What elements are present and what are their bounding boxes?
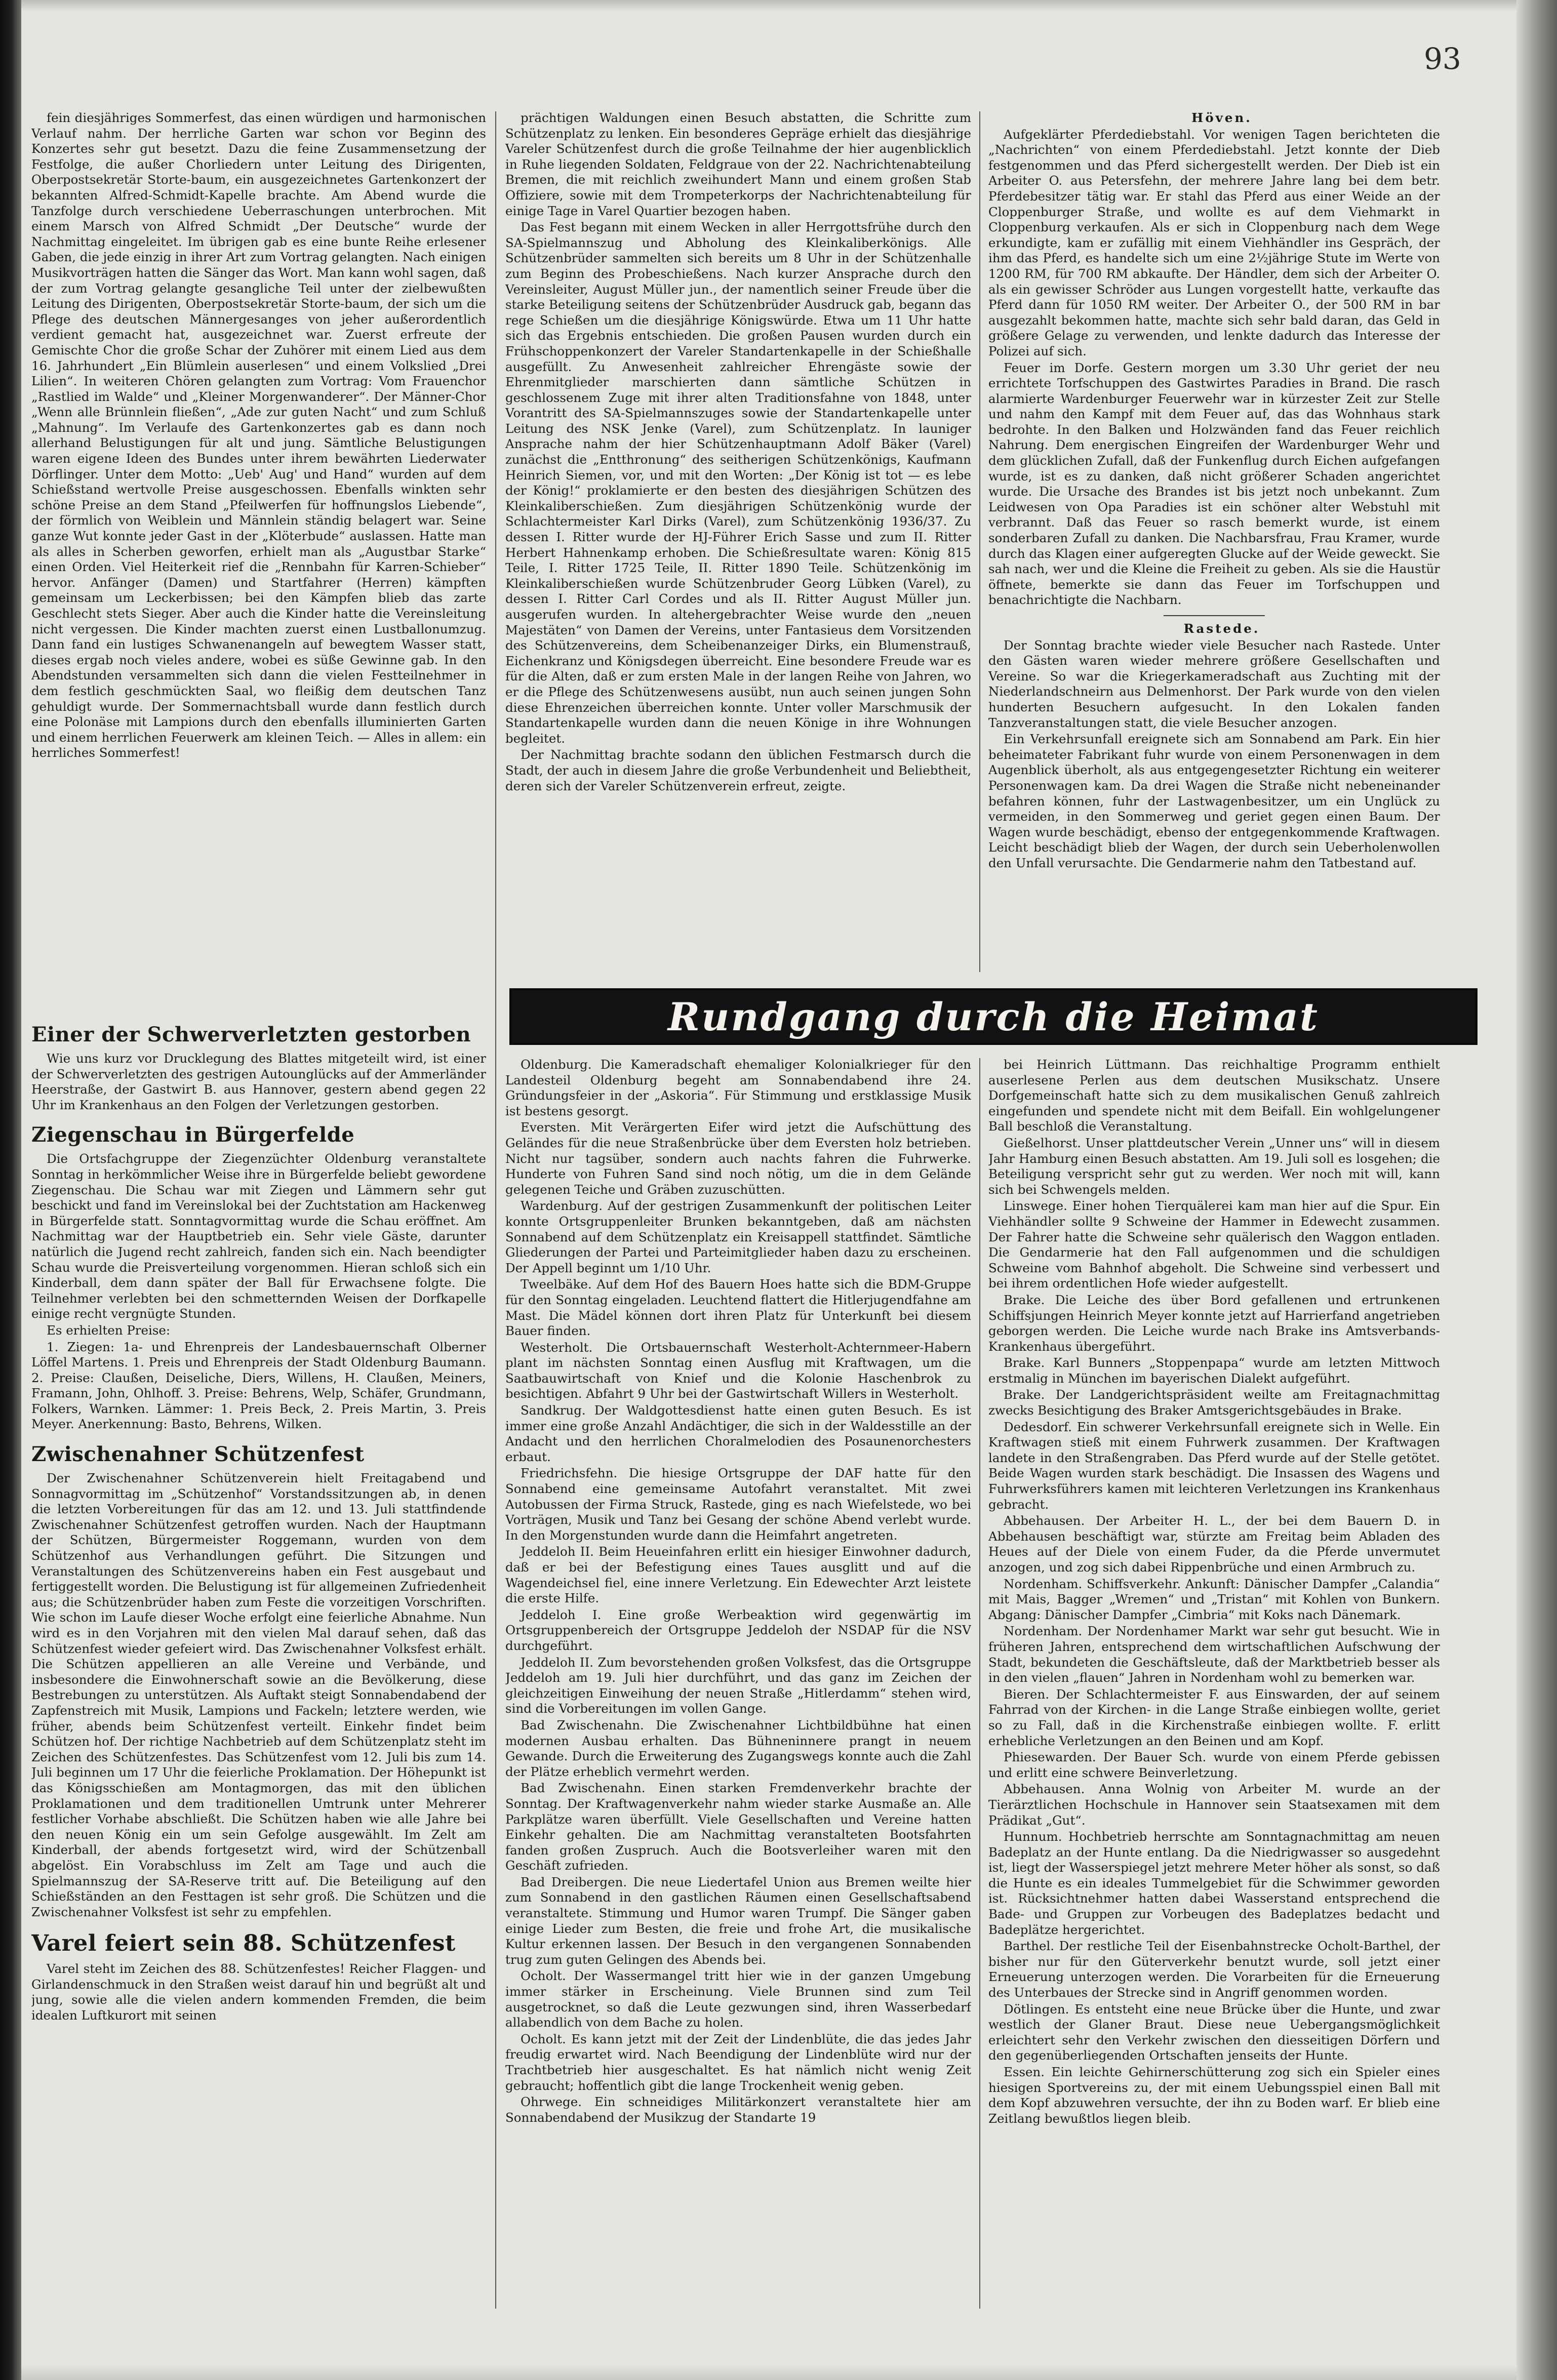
hoeven-article: Aufgeklärter Pferdediebstahl. Vor wenigen Tagen berichteten die „Nachrichten“ von einem Pferdediebstahl. Jetzt konnte der Dieb festgenommen und das Pferd sichergestellt werden. Der Dieb ist ein Arbeiter O. aus Petersfehn, der mehrere Jahre lang bei dem betr. Pferdebesitzer tätig war. Er stahl das Pferd aus einer Weide an der Cloppenburger Straße, und wollte es auf dem Viehmarkt in Cloppenburg verkaufen. Als er sich in Cloppenburg nach dem Wege erkundigte, kam er zufällig mit einem Viehhändler ins Gespräch, der ihm das Pferd, es handelte sich um eine 2½jährige Stute im Werte von 1200 RM, für 700 RM abkaufte. Der Händler, dem sich der Arbeiter O. als ein gewisser Schröder aus Lungen vorgestellt hatte, verkaufte das Pferd dann für 1050 RM weiter. Der Arbeiter O., der 500 RM in bar ausgezahlt bekommen hatte, machte sich sehr bald daran, das Geld in größere Gelage zu verwenden, und lenkte dadurch das Interesse der Polizei auf sich. <box>988 127 1440 358</box>
feuer-article: Feuer im Dorfe. Gestern morgen um 3.30 Uhr geriet der neu errichtete Torfschuppen des Gastwirtes Paradies in Brand. Die rasch alarmierte Wardenburger Feuerwehr war in kürzester Zeit zur Stelle und nahm den Kampf mit dem Feuer auf, das das Wohnhaus stark bedrohte. In den Balken und Holzwänden fand das Feuer reichlich Nahrung. Dem energischen Eingreifen der Wardenburger Wehr und dem glücklichen Zufall, daß der Funkenflug durch Eichen aufgefangen wurde, ist es zu danken, daß nicht größerer Schaden angerichtet wurde. Die Ursache des Brandes ist bis jetzt noch unbekannt. Zum Leidwesen von Opa Paradies ist ein schöner alter Webstuhl mit verbrannt. Daß das Feuer so rasch bemerkt wurde, ist einem sonderbaren Zufall zu danken. Die Nachbarsfrau, Frau Kramer, wurde durch das Klagen einer aufgeregten Glucke auf der Weide geweckt. Sie sah nach, wer und die Kleine die Freiheit zu geben. Als sie die Haustür öffnete, bemerkte sie dann das Feuer im Torfschuppen und benachrichtigte die Nachbarn. <box>988 360 1440 608</box>
column-top-left <box>31 110 486 958</box>
headline-ziegenschau: Ziegenschau in Bürgerfelde <box>31 1123 355 1147</box>
heimat-item: Barthel. Der restliche Teil der Eisenbahnstrecke Ocholt-Barthel, der bisher nur für den Güterverkehr benutzt wurde, soll jetzt einer Erneuerung unterzogen werden. Die Vorarbeiten für die Erneuerung des Unterbaues der Strecke sind in Angriff genommen worden. <box>988 1939 1440 2000</box>
place-heading-rastede: Rastede. <box>1183 621 1260 636</box>
heimat-item: Phiesewarden. Der Bauer Sch. wurde von einem Pferde gebissen und erlitt eine schwere Beinverletzung. <box>988 1750 1440 1780</box>
headline-schwerverletzt: Einer der Schwerverletzten gestorben <box>31 1023 471 1046</box>
varel-continuation: Der Nachmittag brachte sodann den üblichen Festmarsch durch die Stadt, der auch in diesem Jahre die große Verbundenheit und Beliebtheit, deren sich der Vareler Schützenverein erfreut, zeigte. <box>505 747 971 793</box>
heimat-item: Dötlingen. Es entsteht eine neue Brücke über die Hunte, und zwar westlich der Glaner Braut. Diese neue Uebergangsmöglichkeit erleichtert sehr den Verkehr zwischen den diesseitigen Dörfern und den gegenüberliegenden Ortschaften jenseits der Hunte. <box>988 2001 1440 2063</box>
varel-text: Varel steht im Zeichen des 88. Schützenfestes! Reicher Flaggen- und Girlandenschmuck in den Straßen weist darauf hin und begrüßt alt und jung, sowie alle die vielen andern kommenden Fremden, die beim idealen Luftkurort mit seinen <box>31 1961 486 2023</box>
heimat-item: Friedrichsfehn. Die hiesige Ortsgruppe der DAF hatte für den Sonnabend eine gemeinsame Autofahrt veranstaltet. Mit zwei Autobussen der Firma Struck, Rastede, ging es nach Wiefelstede, wo bei Vorträgen, Musik und Tanz bei Gesang der schöne Abend verlebt wurde. In den Morgenstunden wurde dann die Heimfahrt angetreten. <box>505 1466 971 1543</box>
sommerfest-text: fein diesjähriges Sommerfest, das einen würdigen und harmonischen Verlauf nahm. Der herrliche Garten war schon vor Beginn des Konzertes sehr gut besetzt. Dazu die feine Zusammensetzung der Festfolge, die außer Chorliedern unter Leitung des Dirigenten, Oberpostsekretär Storte-baum, ein ausgezeichnetes Gartenkonzert der bekannten Alfred-Schmidt-Kapelle brachte. Am Abend wurde die Tanzfolge durch verschiedene Ueberraschungen unterbrochen. Mit einem Marsch von Alfred Schmidt „Der Deutsche“ wurde der Nachmittag eingeleitet. Im übrigen gab es eine bunte Reihe erlesener Gaben, die jede einzig in ihrer Art zum Vortrag gelangten. Nach einigen Musikvorträgen hatten die Sänger das Wort. Man kann wohl sagen, daß der zum Vortrag gelangte gesangliche Teil unter der zielbewußten Leitung des Dirigenten, Oberpostsekretär Storte-baum, der sich um die Pflege des deutschen Männergesanges von jeher außerordentlich verdient gemacht hat, ausgezeichnet war. Zuerst erfreute der Gemischte Chor die große Schar der Zuhörer mit einem Lied aus dem 16. Jahrhundert „Ein Blümlein auserlesen“ und einem Volkslied „Drei Lilien“. In weiteren Chören gelangten zum Vortrag: Vom Frauenchor „Rastlied im Walde“ und „Kleiner Morgenwanderer“. Der Männer-Chor „Wenn alle Brünnlein fließen“, „Ade zur guten Nacht“ und zum Schluß „Mahnung“. Im Verlaufe des Gartenkonzertes gab es dann noch allerhand Belustigungen für alt und jung. Sämtliche Belustigungen waren eigene Ideen des Bundes unter ihrem bewährten Liederwater Dörflinger. Unter dem Motto: „Ueb' Aug' und Hand“ wurden auf dem Schießstand wertvolle Preise ausgeschossen. Ebenfalls winkten sehr schöne Preise an dem Stand „Pfeilwerfen für hoffnungslos Liebende“, der förmlich von Weiblein und Männlein ständig belagert war. Seine ganze Wut konnte jeder Gast in der „Klöterbude“ auslassen. Hatte man als alles in Scherben geworfen, erhielt man als „Augustbar Starke“ einen Orden. Viel Heiterkeit rief die „Rennbahn für Karren-Schieber“ hervor. Anfänger (Damen) und Startfahrer (Herren) kämpften gemeinsam um Leckerbissen; bei den Kämpfen blieb das zarte Geschlecht stets Sieger. Aber auch die Kinder hatte die Vereinsleitung nicht vergessen. Die Kinder machten zuerst einen Lustballonumzug. Dann fand ein lustiges Schwanenangeln auf bewegtem Wasser statt, dieses ergab noch vieles andere, wobei es süße Gewinne gab. In den Abendstunden versammelten sich dann die vielen Festteilnehmer in dem festlich geschmückten Saal, wo fleißig dem deutschen Tanz gehuldigt wurde. Der Sommernachtsball wurde dann festlich durch eine Polonäse mit Lampions durch den ebenfalls illuminierten Garten und einem herrlichen Feuerwerk am kleinen Teich. — Alles in allem: ein herrliches Sommerfest! <box>31 110 486 760</box>
heimat-item: Tweelbäke. Auf dem Hof des Bauern Hoes hatte sich die BDM-Gruppe für den Sonntag eingeladen. Leuchtend flattert die Hitlerjugendfahne am Mast. Die Mädel können dort ihren Platz für Unterkunft bei diesem Bauer finden. <box>505 1277 971 1339</box>
heimat-item: Essen. Ein leichte Gehirnerschütterung zog sich ein Spieler eines hiesigen Sportvereins zu, der mit einem Uebungsspiel einen Ball mit dem Kopf abzuwehren versuchte, der ihn zu Boden warf. Er blieb eine Zeitlang bewußtlos liegen bleib. <box>988 2065 1440 2126</box>
heimat-item: Bieren. Der Schlachtermeister F. aus Einswarden, der auf seinem Fahrrad von der Kirchen- in die Lange Straße einbiegen wollte, geriet so zu Fall, daß in die Kirchenstraße einbiegen wollte. F. erlitt erhebliche Verletzungen an den Beinen und am Kopf. <box>988 1686 1440 1748</box>
heimat-item: Bad Dreibergen. Die neue Liedertafel Union aus Bremen weilte hier zum Sonnabend in den gastlichen Räumen einen Gesellschaftsabend veranstaltete. Stimmung und Humor waren Trumpf. Die Sänger gaben einige Lieder zum Besten, die freie und frohe Art, die musikalische Kultur erkennen lassen. Der Besuch in den vergangenen Sonnabenden trug zum guten Gelingen des Abends bei. <box>505 1874 971 1967</box>
heimat-item: Abbehausen. Der Arbeiter H. L., der bei dem Bauern D. in Abbehausen beschäftigt war, stürzte am Freitag beim Abladen des Heues auf der Diele von einem Fuder, da die Pferde unvermutet anzogen, und zog sich dabei Rippenbrüche und einen Armbruch zu. <box>988 1513 1440 1575</box>
heimat-item: Bad Zwischenahn. Einen starken Fremdenverkehr brachte der Sonntag. Der Kraftwagenverkehr nahm wieder starke Ausmaße an. Alle Parkplätze waren überfüllt. Viele Gesellschaften und Vereine hatten Einkehr gehalten. Die am Nachmittag veranstalteten Bootsfahrten fanden großen Zuspruch. Auch die Bootsverleiher waren mit den Geschäft zufrieden. <box>505 1781 971 1873</box>
heimat-item: Ocholt. Der Wassermangel tritt hier wie in der ganzen Umgebung immer stärker in Erscheinung. Viele Brunnen sind zum Teil ausgetrocknet, so daß die Leute gezwungen sind, ihren Wasserbedarf allabendlich von dem Bache zu holen. <box>505 1968 971 2030</box>
heimat-item: Bad Zwischenahn. Die Zwischenahner Lichtbildbühne hat einen modernen Ausbau erhalten. Das Bühneninnere prangt in neuem Gewande. Durch die Erweiterung des Zugangswegs konnte auch die Zahl der Plätze erheblich vermehrt werden. <box>505 1717 971 1779</box>
heimat-item: Gießelhorst. Unser plattdeutscher Verein „Unner uns“ will in diesem Jahr Hamburg einen Besuch abstatten. Am 19. Juli soll es losgehen; die Beteiligung verspricht sehr gut zu werden. Wer noch mit will, kann sich bei Schwengels melden. <box>988 1135 1440 1197</box>
heimat-item: Nordenham. Der Nordenhamer Markt war sehr gut besucht. Wie in früheren Jahren, entsprechend dem wirtschaftlichen Aufschwung der Stadt, bekundeten die Geschäftsleute, daß der Marktbetrieb besser als in den vielen „flauen“ Jahren in Nordenham wohl zu bemerken war. <box>988 1624 1440 1685</box>
heimat-item: Hunnum. Hochbetrieb herrschte am Sonntagnachmittag am neuen Badeplatz an der Hunte entlang. Da die Niedrigwasser so ausgedehnt ist, liegt der Wasserspiegel jetzt mehrere Meter höher als sonst, so daß die Hunte es ein ideales Tummelgebiet für die Schwimmer geworden ist. Rücksichtnehmer hatten dabei Wasserstand entsprechend die Bade- und Gruppen zur Vorbeugen des Badeplatzes bedacht und Badeplätze hergerichtet. <box>988 1829 1440 1937</box>
zwischenahner-text: Der Zwischenahner Schützenverein hielt Freitagabend und Sonnagvormittag im „Schützenhof“ Vorstandssitzungen ab, in denen die letzten Vorbereitungen für das am 12. und 13. Juli stattfindende Zwischenahner Schützenfest getroffen wurden. Nach der Hauptmann der Schützen, Bürgermeister Roggemann, wurden von dem Schützenhof aus Verhandlungen geführt. Die Sitzungen und Veranstaltungen des Schützenvereins haben ein Fest ausgebaut und fertiggestellt worden. Die Belustigung ist für allgemeinen Zufriedenheit aus; die Schützenbrüder haben zum Feste die vorzeitigen Vorschriften. Wie schon im Laufe dieser Woche erfolgt eine feierliche Abnahme. Nun wird es in den Vorjahren mit den vielen Mal darauf sehen, daß das Schützenfest wieder gefeiert wird. Das Zwischenahner Volksfest erhält. Die Schützen appellieren an alle Vereine und Verbände, und insbesondere die Einwohnerschaft sowie an die Bevölkerung, diese Bestrebungen zu unterstützen. Als Auftakt steigt Sonnabendabend der Zapfenstreich mit Musik, Lampions und Fackeln; letztere werden, wie früher, abends beim Schützenfest verteilt. Einkehr findet beim Schützen hof. Der richtige Nachbetrieb auf dem Schützenplatz steht im Zeichen des Schützenfestes. Das Schützenfest vom 12. Juli bis zum 14. Juli beginnen um 17 Uhr die feierliche Proklamation. Der Höhepunkt ist das Königsschießen am Montagmorgen, das mit den üblichen Proklamationen und dem traditionellen Umtrunk unter Mehrerer festlicher Vorhabe abschließt. Die Schützen haben wie alle Jahre bei den neuen König ein um sein Gefolge ausgewählt. Im Zelt am Kinderball, der abends fortgesetzt wird, wird der Schützenball abgelöst. Ein Vorabschluss im Zelt am Tage und auch die Spielmannszug der SA-Reserve tritt auf. Die Beteiligung auf den Schießständen an den Festtagen ist sehr groß. Die Schützen und die Zwischenahner Volksfest ist sehr zu empfehlen. <box>31 1471 486 1919</box>
rundgang-banner <box>509 988 1478 1045</box>
place-heading-hoeven: Höven. <box>1191 110 1252 125</box>
column-divider <box>495 111 496 2309</box>
rastede-article: Der Sonntag brachte wieder viele Besucher nach Rastede. Unter den Gästen waren wieder mehrere größere Gesellschaften und Vereine. So war die Kriegerkameradschaft aus Zuchting mit der Niederlandschneirn aus Delmenhorst. Der Park wurde von den vielen hunderten Besuchern aufgesucht. In den Lokalen fanden Tanzveranstaltungen statt, die viele Besucher anzogen. <box>988 637 1440 730</box>
column-bottom-left <box>31 1013 486 2309</box>
heimat-item: Sandkrug. Der Waldgottesdienst hatte einen guten Besuch. Es ist immer eine große Anzahl Andächtiger, die sich in der Waldesstille an der Andacht und den herrlichen Choralmelodien des Posaunenorchesters erbaut. <box>505 1403 971 1464</box>
column-heimat-left <box>505 1057 971 2308</box>
varel-continuation: prächtigen Waldungen einen Besuch abstatten, die Schritte zum Schützenplatz zu lenken. Ein besonderes Gepräge erhielt das diesjährige Vareler Schützenfest durch die große Teilnahme der hier augenblicklich in Ruhe liegenden Soldaten, Feldgraue von der 22. Nachrichtenabteilung Bremen, die mit reichlich zweihundert Mann und einem großen Stab Offiziere, sowie mit dem Trompeterkorps der Nachrichtenabteilung für einige Tage in Varel Quartier bezogen haben. <box>505 110 971 218</box>
banner-title: Rundgang durch die Heimat <box>667 994 1320 1039</box>
column-divider <box>979 111 980 972</box>
column-top-right <box>988 110 1440 981</box>
heimat-item: bei Heinrich Lüttmann. Das reichhaltige Programm enthielt auserlesene Perlen aus dem deutschen Musikschatz. Unsere Dorfgemeinschaft hatte sich zu dem musikalischen Genuß zahlreich eingefunden und spendete nicht mit dem Beifall. Ein wohlgelungener Ball beschloß die Veranstaltung. <box>988 1057 1440 1134</box>
heimat-item: Jeddeloh I. Eine große Werbeaktion wird gegenwärtig im Ortsgruppenbereich der Ortsgruppe Jeddeloh der NSDAP für die NSV durchgeführt. <box>505 1607 971 1653</box>
page-bottom-edge <box>21 2365 1516 2380</box>
column-top-middle <box>505 110 971 972</box>
heimat-item: Westerholt. Die Ortsbauernschaft Westerholt-Achternmeer-Habern plant im nächsten Sonntag einen Ausflug mit Kraftwagen, um die Saatbauwirtschaft von Knief und die Kolonie Haschenbrok zu besichtigen. Abfahrt 9 Uhr bei der Gastwirtschaft Willers in Westerholt. <box>505 1340 971 1401</box>
page-right-edge <box>1516 0 1557 2380</box>
heimat-item: Ohrwege. Ein schneidiges Militärkonzert veranstaltete hier am Sonnabendabend der Musikzug der Standarte 19 <box>505 2094 971 2125</box>
ziegenschau-text: Die Ortsfachgruppe der Ziegenzüchter Oldenburg veranstaltete Sonntag in herkömmlicher Weise ihre in Bürgerfelde beliebt gewordene Ziegenschau. Die Schau war mit Ziegen und Lämmern sehr gut beschickt und fand im Vereinslokal bei der Zuchtstation am Hackenweg in Bürgerfelde statt. Sonntagvormittag wurde die Schau eröffnet. Am Nachmittag war der Hauptbetrieb ein. Sehr viele Gäste, darunter natürlich die Jugend recht zahlreich, fanden sich ein. Nach beendigter Schau wurde die Preisverteilung vorgenommen. Hieran schloß sich ein Kinderball, dem dann später der Ball für Erwachsene folgte. Die Teilnehmer verlebten bei den schmetternden Weisen der Dorfkapelle einige recht vergnügte Stunden. <box>31 1151 486 1321</box>
heimat-item: Eversten. Mit Verärgerten Eifer wird jetzt die Aufschüttung des Geländes für die neue Straßenbrücke über dem Eversten holz betrieben. Nicht nur tagsüber, sondern auch nachts fahren die Fuhrwerke. Hunderte von Fuhren Sand sind noch nötig, um die in dem Gelände gelegenen Teiche und Gräben zuzuschütten. <box>505 1120 971 1197</box>
schwerverletzt-text: Wie uns kurz vor Drucklegung des Blattes mitgeteilt wird, ist einer der Schwerverletzten des gestrigen Autounglücks auf der Ammerländer Heerstraße, der Gastwirt B. aus Hannover, gestern abend gegen 22 Uhr im Krankenhaus an den Folgen der Verletzungen gestorben. <box>31 1051 486 1112</box>
varel-continuation: Das Fest begann mit einem Wecken in aller Herrgottsfrühe durch den SA-Spielmannszug und Abholung des Kleinkaliberkönigs. Alle Schützenbrüder sammelten sich bereits um 8 Uhr in der Schützenhalle zum Beginn des Probeschießens. Nach kurzer Ansprache durch den Vereinsleiter, August Müller jun., der namentlich seiner Freude über die starke Beteiligung seitens der Schützenbrüder Ausdruck gab, begann das rege Schießen um die diesjährige Königswürde. Etwa um 11 Uhr hatte sich das Ergebnis entschieden. Die großen Pausen wurden durch ein Frühschoppenkonzert der Vareler Standartenkapelle in der Schießhalle ausgefüllt. Zu Anwesenheit zahlreicher Ehrengäste sowie der Ehrenmitglieder marschierten dann sämtliche Schützen in geschlossenem Zuge mit ihrer alten Traditionsfahne von 1848, unter Vorantritt des SA-Spielmannszuges sowie der Standartenkapelle unter Leitung des NSK Jenke (Varel), zum Schützenplatz. In launiger Ansprache nahm der hier Schützenhauptmann Adolf Bäker (Varel) zunächst die „Entthronung“ des seitherigen Schützenkönigs, Kaufmann Heinrich Siemen, vor, und mit den Worten: „Der König ist tot — es lebe der König!“ proklamierte er den besten des diesjährigen Schützen des Kleinkaliberschießen. Zum diesjährigen Schützenkönig wurde der Schlachtermeister Karl Dirks (Varel), zum Schützenkönig 1936/37. Zu dessen I. Ritter wurde der HJ-Führer Erich Sasse und zum II. Ritter Herbert Hahnenkamp erhoben. Die Schießresultate waren: König 815 Teile, I. Ritter 1725 Teile, II. Ritter 1890 Teile. Schützenkönig im Kleinkaliberschießen wurde Schützenbruder Georg Lübken (Varel), zu dessen I. Ritter Carl Cordes und als II. Ritter August Müller jun. ausgerufen wurden. In altehergebrachter Weise wurde den „neuen Majestäten“ von Damen der Vereins, unter Fantasieus dem Vorsitzenden des Schützenvereins, dem Scheibenanzeiger Dirks, ein Blumenstrauß, Eichenkranz und Königsdegen überreicht. Eine besondere Freude war es für die Alten, daß er zum ersten Male in der langen Reihe von Jahren, wo er die Pflege des Schützenwesens ausübt, nun auch seinen jungen Sohn diese Ehrenzeichen überreichen konnte. Unter voller Marschmusik der Standartenkapelle wurden dann die neuen Könige in ihre Wohnungen begleitet. <box>505 220 971 746</box>
headline-zwischenahner: Zwischenahner Schützenfest <box>31 1442 365 1467</box>
heimat-item: Oldenburg. Die Kameradschaft ehemaliger Kolonialkrieger für den Landesteil Oldenburg begeht am Sonnabendabend ihre 24. Gründungsfeier in der „Askoria“. Für Stimmung und erstklassige Musik ist bestens gesorgt. <box>505 1057 971 1118</box>
heimat-item: Brake. Der Landgerichtspräsident weilte am Freitagnachmittag zwecks Besichtigung des Braker Amtsgerichtsgebäudes in Brake. <box>988 1387 1440 1418</box>
heimat-item: Linswege. Einer hohen Tierquälerei kam man hier auf die Spur. Ein Viehhändler sollte 9 Schweine der Hammer in Edewecht zusammen. Der Fahrer hatte die Schweine sehr quälerisch den Waggon entladen. Die Gendarmerie hat den Fall aufgenommen und die schuldigen Schweine vom Bahnhof abgeholt. Die Schweine sind verbessert und bei ihrem ordentlichen Hofe wieder aufgestellt. <box>988 1198 1440 1291</box>
heimat-item: Ocholt. Es kann jetzt mit der Zeit der Lindenblüte, die das jedes Jahr freudig erwartet wird. Nach Beendigung der Lindenblüte wird nur der Trachtbetrieb hier ausgeschaltet. Es hat nämlich nicht wenig Zeit gebraucht; hoffentlich gibt die lange Trockenheit wenig geben. <box>505 2031 971 2093</box>
heimat-item: Abbehausen. Anna Wolnig von Arbeiter M. wurde an der Tierärztlichen Hochschule in Hannover sein Staatsexamen mit dem Prädikat „Gut“. <box>988 1782 1440 1828</box>
binding-edge <box>0 0 21 2380</box>
column-heimat-right <box>988 1057 1440 2308</box>
headline-varel: Varel feiert sein 88. Schützenfest <box>31 1930 456 1957</box>
rastede-article: Ein Verkehrsunfall ereignete sich am Sonnabend am Park. Ein hier beheimateter Fabrikant fuhr wurde von einem Personenwagen in dem Augenblick überholt, als aus entgegengesetzter Richtung ein weiterer Personenwagen kam. Da drei Wagen die Straße nicht nebeneinander befahren können, fuhr der Lastwagenbesitzer, um ein Unglück zu vermeiden, in den Sommerweg und geriet gegen einen Baum. Der Wagen wurde beschädigt, ebenso der entgegenkommende Kraftwagen. Leicht beschädigt blieb der Wagen, der durch sein Ueberholenwollen den Unfall verursachte. Die Gendarmerie nahm den Tatbestand auf. <box>988 732 1440 870</box>
separator-rule <box>1164 615 1265 616</box>
page-number: 93 <box>1424 42 1461 76</box>
heimat-item: Wardenburg. Auf der gestrigen Zusammenkunft der politischen Leiter konnte Ortsgruppenleiter Brunken bekanntgeben, daß am nächsten Sonnabend auf dem Schützenplatz ein Kreisappell stattfindet. Sämtliche Gliederungen der Partei und Parteimitglieder haben dazu zu erscheinen. Der Appell beginnt um 1/10 Uhr. <box>505 1198 971 1275</box>
heimat-item: Dedesdorf. Ein schwerer Verkehrsunfall ereignete sich in Welle. Ein Kraftwagen stieß mit einem Fuhrwerk zusammen. Der Kraftwagen landete in den Straßengraben. Das Pferd wurde auf der Stelle getötet. Beide Wagen wurden stark beschädigt. Die Insassen des Wagens und Fuhrwerksführers kamen mit leichteren Verletzungen ins Krankenhaus gebracht. <box>988 1419 1440 1512</box>
ziegenschau-text: 1. Ziegen: 1a- und Ehrenpreis der Landesbauernschaft Olberner Löffel Martens. 1. Preis und Ehrenpreis der Stadt Oldenburg Baumann. 2. Preise: Claußen, Deiseliche, Diers, Willens, H. Claußen, Meiners, Framann, John, Ohlhoff. 3. Preise: Behrens, Welp, Schäfer, Grundmann, Folkers, Warnken. Lämmer: 1. Preis Beck, 2. Preis Martin, 3. Preis Meyer. Anerkennung: Basto, Behrens, Wilken. <box>31 1339 486 1432</box>
heimat-item: Brake. Karl Bunners „Stoppenpapa“ wurde am letzten Mittwoch erstmalig in München im bayerischen Dialekt aufgeführt. <box>988 1355 1440 1386</box>
heimat-item: Jeddeloh II. Zum bevorstehenden großen Volksfest, das die Ortsgruppe Jeddeloh am 19. Juli hier durchführt, und das ganz im Zeichen der gleichzeitigen Einweihung der neuen Straße „Hitlerdamm“ stehen wird, sind die Vorbereitungen im vollen Gange. <box>505 1655 971 1716</box>
heimat-item: Brake. Die Leiche des über Bord gefallenen und ertrunkenen Schiffsjungen Heinrich Meyer konnte jetzt auf Harrierfand angetrieben geborgen werden. Die Leiche wurde nach Brake ins Amtsverbands-Krankenhaus übergeführt. <box>988 1292 1440 1354</box>
heimat-item: Jeddeloh II. Beim Heueinfahren erlitt ein hiesiger Einwohner dadurch, daß er bei der Befestigung eines Taues ausglitt und auf die Wagendeichsel fiel, eine innere Verletzung. Ein Edewechter Arzt leistete die erste Hilfe. <box>505 1544 971 1606</box>
ziegenschau-text: Es erhielten Preise: <box>47 1322 171 1338</box>
heimat-item: Nordenham. Schiffsverkehr. Ankunft: Dänischer Dampfer „Calandia“ mit Mais, Bagger „Wremen“ und „Tristan“ mit Kohlen von Bunkern. Abgang: Dänischer Dampfer „Cimbria“ mit Koks nach Dänemark. <box>988 1576 1440 1622</box>
column-divider <box>979 1058 980 2309</box>
page-top-edge <box>21 0 1516 11</box>
